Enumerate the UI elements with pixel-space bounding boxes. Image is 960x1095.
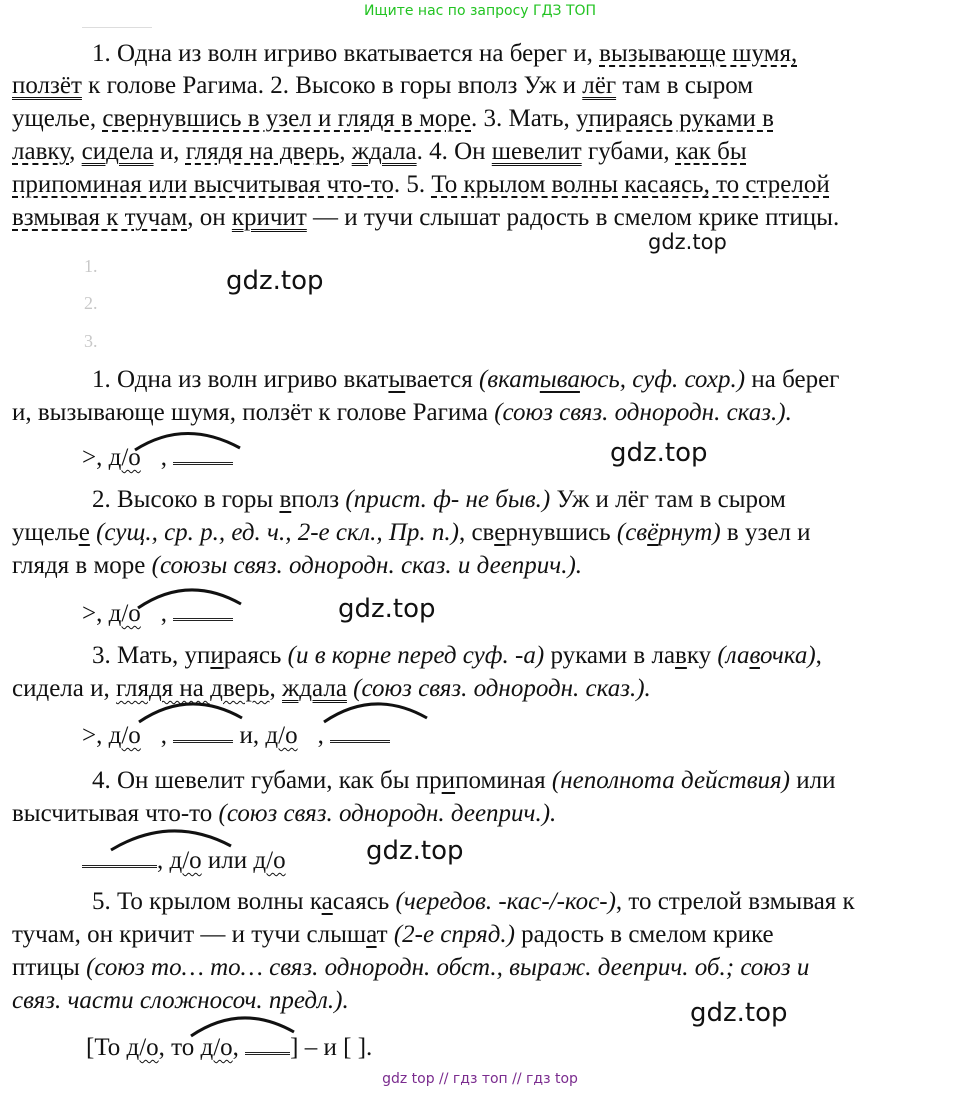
s4-scheme: , д/о или д/о [82,843,306,877]
s4-line-2: высчитывая что-то (союз связ. однородн. дееприч.). [12,800,557,827]
s2-line-2: ущелье (сущ., ср. р., ед. ч., 2-е скл., Пр. п.), свернувшись (свёрнут) в узел и [12,519,811,546]
s3-scheme: >, д/о , и, д/о , [82,718,390,752]
s5-line-1: 5. То крылом волны касаясь (чередов. -кас-/-кос-), то стрелой взмывая к [92,888,855,915]
scheme-arc [319,696,439,726]
footer-links[interactable]: gdz top // гдз топ // гдз top [382,1071,578,1087]
watermark: gdz.top [226,266,324,296]
s5-line-4: связ. части сложносоч. предл.). [12,987,349,1014]
scheme-arc [106,822,246,854]
s1-line-2: и, вызывающе шумя, ползёт к голове Рагима (союз связ. однородн. сказ.). [12,399,792,426]
s3-line-1: 3. Мать, упираясь (и в корне перед суф. -а) руками в лавку (лавочка), [92,642,822,669]
exercise-line-1: 1. Одна из волн игриво вкатывается на берег и, вызывающе шумя, [92,40,798,67]
scheme-arc [133,582,253,612]
s1-line-1: 1. Одна из волн игриво вкатывается (вкатываюсь, суф. сохр.) на берег [92,366,840,393]
s4-line-1: 4. Он шевелит губами, как бы припоминая (неполнота действия) или [92,767,836,794]
s1-scheme: >, д/о , [82,440,233,474]
exercise-line-4: лавку, сидела и, глядя на дверь, ждала. 4. Он шевелит губами, как бы [12,138,747,165]
s2-line-1: 2. Высоко в горы вполз (прист. ф- не быв.) Уж и лёг там в сыром [92,486,786,513]
faint-number: 1. [84,256,98,276]
s3-line-2: сидела и, глядя на дверь, ждала (союз связ. однородн. сказ.). [12,675,651,702]
scheme-arc [186,1010,306,1040]
watermark: gdz.top [610,438,708,468]
watermark: gdz.top [648,230,727,254]
s5-line-3: птицы (союз то… то… связ. однородн. обст., выраж. дееприч. об.; союз и [12,954,810,981]
faint-number: 3. [84,331,98,351]
s5-scheme: [То д/о, то д/о, ] – и [ ]. [86,1030,372,1064]
exercise-line-2: ползёт к голове Рагима. 2. Высоко в горы вполз Уж и лёг там в сыром [12,72,754,99]
scheme-arc [130,426,250,456]
s5-line-2: тучам, он кричит — и тучи слышат (2-е спряд.) радость в смелом крике [12,921,774,948]
watermark: gdz.top [690,998,788,1028]
scheme-arc [134,696,254,726]
top-divider [82,27,152,28]
faint-number: 2. [84,293,98,313]
watermark: gdz.top [338,594,436,624]
watermark: gdz.top [366,836,464,866]
header-banner[interactable]: Ищите нас по запросу ГДЗ ТОП [363,3,597,19]
exercise-line-5: припоминая или высчитывая что-то. 5. То крылом волны касаясь, то стрелой [12,171,830,198]
s2-line-3: глядя в море (союзы связ. однородн. сказ. и дееприч.). [12,552,583,579]
s2-scheme: >, д/о , [82,596,233,630]
exercise-line-3: ущелье, свернувшись в узел и глядя в море. 3. Мать, упираясь руками в [12,105,774,132]
exercise-line-6: взмывая к тучам, он кричит — и тучи слышат радость в смелом крике птицы. [12,204,840,231]
